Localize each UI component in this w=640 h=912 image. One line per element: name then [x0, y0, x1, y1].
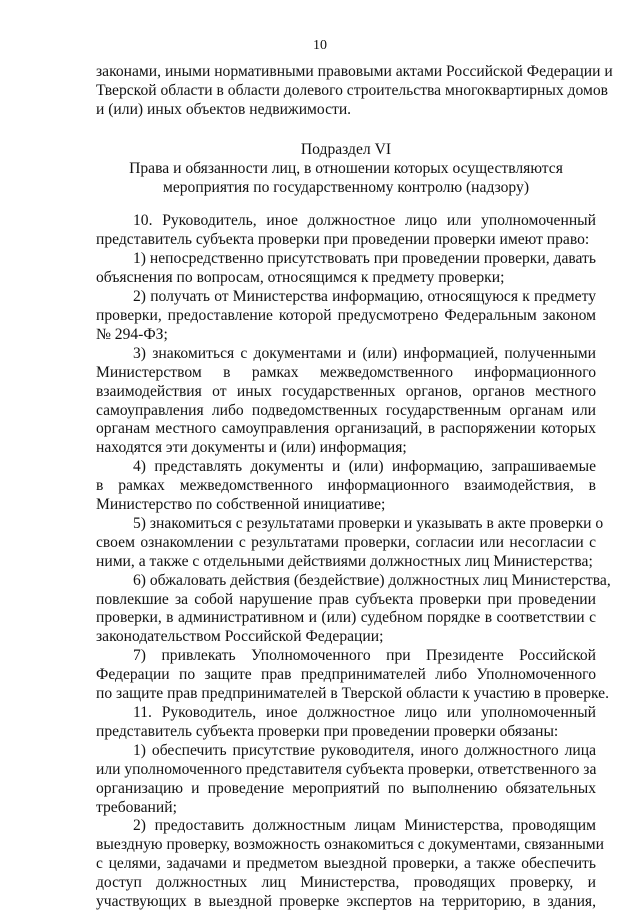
text-line: своем ознакомлении с результатами проверки, согласии или несогласии с: [96, 533, 596, 551]
text-line: 1) обеспечить присутствие руководителя, иного должностного лица: [133, 741, 596, 759]
paragraph: [96, 458, 596, 515]
text-line: по защите прав предпринимателей в Тверской области к участию в проверке.: [96, 685, 609, 703]
subsection-heading: мероприятия по государственному контролю (надзору): [162, 178, 530, 196]
paragraph: [96, 704, 596, 742]
text-line: 7) привлекать Уполномоченного при Президенте Российской: [133, 647, 596, 665]
text-line: представитель субъекта проверки при проведении проверки обязаны:: [96, 722, 559, 740]
document-body: [96, 63, 613, 912]
text-line: 2) получать от Министерства информацию, относящуюся к предмету: [133, 288, 596, 306]
text-line: находятся эти документы и (или) информация;: [96, 439, 407, 457]
text-line: доступ должностных лиц Министерства, проводящих проверку, и: [96, 874, 596, 892]
paragraph-list: [96, 212, 611, 912]
text-line: ними, а также с отдельными действиями должностных лиц Министерства;: [96, 552, 593, 570]
text-line: объяснения по вопросам, относящимся к предмету проверки;: [96, 269, 505, 287]
text-line: Министерство по собственной инициативе;: [96, 496, 386, 514]
paragraph: [96, 647, 609, 704]
subsection-heading: Права и обязанности лиц, в отношении которых осуществляются: [129, 159, 563, 177]
text-line: участвующих в выездной проверке экспертов на территорию, в здания,: [96, 893, 596, 911]
paragraph: [96, 212, 596, 250]
text-line: 11. Руководитель, иное должностное лицо или уполномоченный: [133, 704, 596, 721]
text-line: проверки, предоставление которой предусмотрено Федеральным законом: [96, 306, 596, 324]
text-line: и (или) иных объектов недвижимости.: [96, 100, 352, 118]
text-line: 3) знакомиться с документами и (или) информацией, полученными: [133, 344, 596, 362]
paragraph: [96, 345, 596, 458]
text-line: организацию и проведение мероприятий по выполнению обязательных: [96, 779, 596, 797]
paragraph: [96, 514, 604, 572]
text-line: органам местного самоуправления организаций, в распоряжении которых: [96, 420, 596, 438]
paragraph: [96, 571, 611, 648]
subsection-title: Подраздел VI: [300, 140, 392, 158]
text-line: Министерством в рамках межведомственного информационного: [96, 363, 596, 381]
text-line: № 294-ФЗ;: [96, 325, 168, 343]
text-line: с целями, задачами и предметом выездной проверки, а также обеспечить: [96, 855, 596, 873]
text-line: или уполномоченного представителя субъекта проверки, ответственного за: [96, 760, 597, 778]
text-line: представитель субъекта проверки при проведении проверки имеют право:: [96, 231, 590, 249]
text-line: законами, иными нормативными правовыми актами Российской Федерации и: [96, 63, 613, 80]
intro-paragraph: [96, 63, 613, 120]
paragraph: [96, 817, 605, 912]
text-line: проверки, в административном и (или) судебном порядке в соответствии с: [96, 609, 596, 627]
text-line: 10. Руководитель, иное должностное лицо или уполномоченный: [133, 212, 596, 230]
text-line: повлекшие за собой нарушение прав субъекта проверки при проведении: [96, 590, 596, 608]
paragraph: [96, 250, 596, 288]
paragraph: [96, 288, 596, 345]
text-line: 1) непосредственно присутствовать при проведении проверки, давать: [133, 250, 596, 268]
text-line: взаимодействия от иных государственных органов, органов местного: [96, 382, 596, 400]
text-line: самоуправления либо подведомственных государственным органам или: [96, 401, 596, 419]
paragraph: [96, 742, 596, 818]
text-line: 6) обжаловать действия (бездействие) должностных лиц Министерства,: [133, 571, 611, 589]
text-line: требований;: [96, 798, 177, 816]
page-number: 10: [313, 38, 327, 53]
subsection-header: [96, 141, 596, 198]
text-line: Федерации по защите прав предпринимателей либо Уполномоченного: [96, 666, 596, 684]
text-line: в рамках межведомственного информационного взаимодействия, в: [96, 477, 596, 495]
text-line: 2) предоставить должностным лицам Министерства, проводящим: [133, 817, 596, 835]
text-line: выездную проверку, возможность ознакомиться с документами, связанными: [96, 836, 605, 854]
text-line: 5) знакомиться с результатами проверки и указывать в акте проверки о: [133, 514, 604, 532]
text-line: 4) представлять документы и (или) информацию, запрашиваемые: [133, 458, 596, 476]
text-line: законодательством Российской Федерации;: [96, 628, 384, 646]
text-line: Тверской области в области долевого строительства многоквартирных домов: [96, 81, 608, 99]
